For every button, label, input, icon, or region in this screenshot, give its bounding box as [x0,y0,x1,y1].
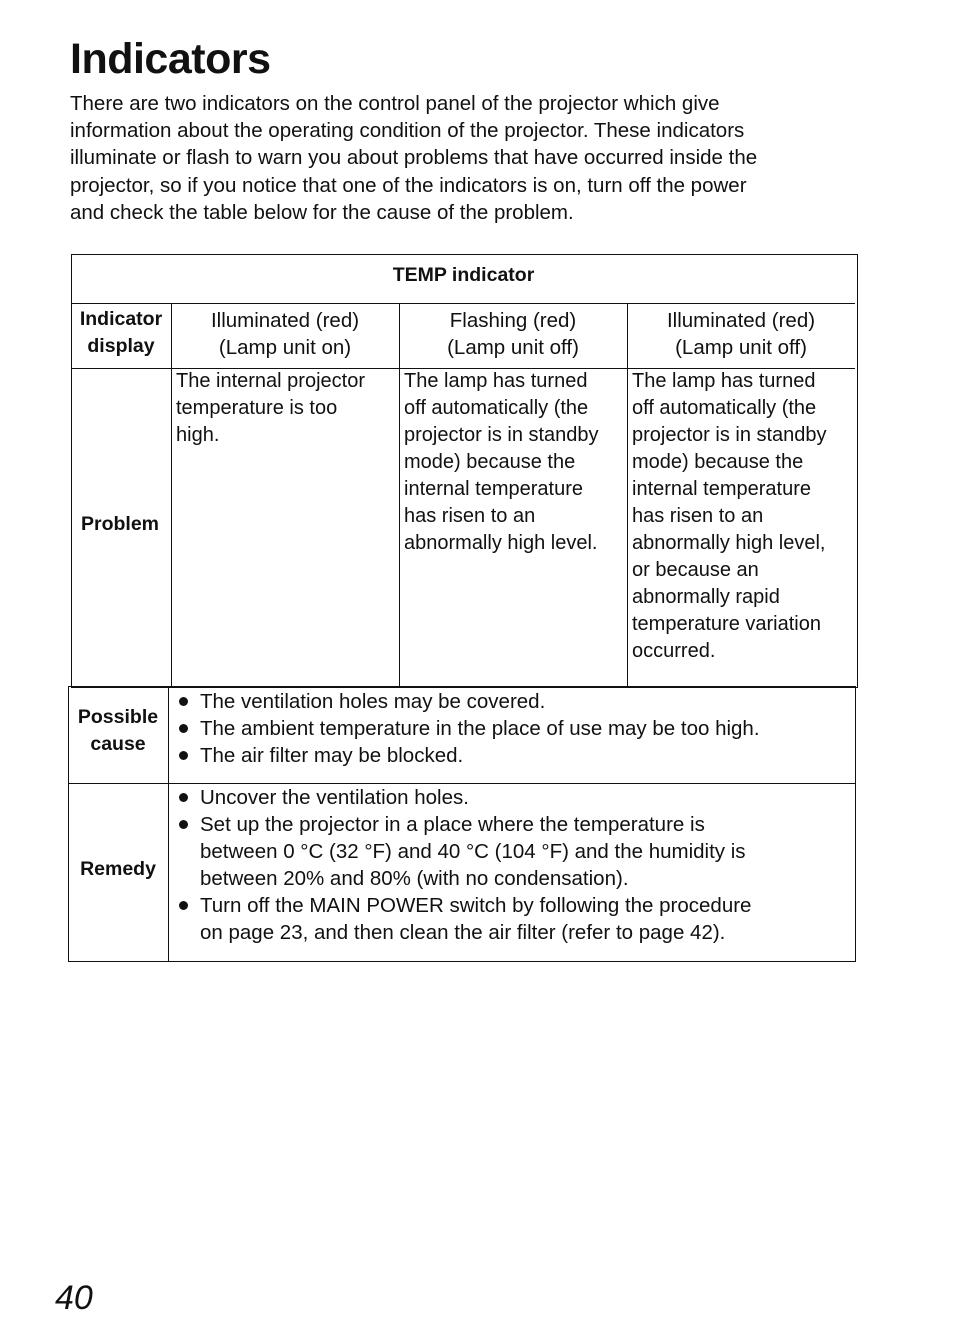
display-line: Illuminated (red) [210,309,360,332]
table-caption: TEMP indicator [392,264,535,286]
remedy-item: Turn off the MAIN POWER switch by following the procedure [175,892,751,919]
remedy-item-continuation: between 0 °C (32 °F) and 40 °C (104 °F) and the humidity is [200,840,746,863]
row-divider [68,686,855,687]
intro-line: There are two indicators on the control panel of the projector which give [70,92,720,115]
remedy-item-continuation: on page 23, and then clean the air filter (refer to page 42). [200,921,726,944]
row-header-indicator-display [71,306,171,360]
intro-line: illuminate or flash to warn you about problems that have occurred inside the [70,146,758,170]
row-header-problem: Problem [80,513,160,535]
page-number: 40 [55,1279,93,1317]
problem-line: The lamp has turned [404,370,588,392]
remedy-item: Set up the projector in a place where the temperature is [175,811,751,838]
problem-line: projector is in standby [404,424,599,446]
intro-line: projector, so if you notice that one of the indicators is on, turn off the power [70,173,747,197]
problem-line: The lamp has turned [632,370,816,392]
remedy-list [175,784,751,946]
problem-line: abnormally high level, [632,532,826,554]
display-line: Flashing (red) [449,309,577,332]
display-cell [627,307,855,361]
row-header-line: display [87,335,155,357]
cause-item: The ambient temperature in the place of use may be too high. [175,715,760,742]
row-header-remedy: Remedy [80,858,156,880]
problem-line: temperature is too [176,397,338,419]
problem-line: The internal projector [176,370,365,392]
remedy-item: Uncover the ventilation holes. [175,784,751,811]
display-cell [171,307,399,361]
problem-line: temperature variation [632,613,821,635]
problem-line: projector is in standby [632,424,827,446]
intro-line: information about the operating condition of the projector. These indicators [70,119,745,143]
cause-item: The ventilation holes may be covered. [175,688,760,715]
problem-cell [632,368,827,665]
problem-line: or because an [632,559,759,581]
page-title: Indicators [70,35,271,83]
display-line: Illuminated (red) [666,309,816,332]
problem-line: abnormally high level. [404,532,598,554]
display-line: (Lamp unit on) [218,336,352,359]
problem-line: off automatically (the [632,397,817,419]
problem-line: abnormally rapid [632,586,780,608]
problem-line: mode) because the [404,451,576,473]
problem-line: off automatically (the [404,397,589,419]
column-divider [168,686,169,961]
problem-line: high. [176,424,220,446]
intro-line: and check the table below for the cause of the problem. [70,200,574,224]
problem-line: has risen to an [404,505,536,527]
cause-item: The air filter may be blocked. [175,742,760,769]
problem-line: mode) because the [632,451,804,473]
remedy-item-continuation: between 20% and 80% (with no condensation). [200,867,629,890]
intro-paragraph [70,90,860,226]
problem-line: internal temperature [632,478,811,500]
row-header-line: cause [90,733,146,755]
display-line: (Lamp unit off) [447,336,579,359]
display-cell [399,307,627,361]
row-header-line: Possible [77,706,159,728]
row-divider [71,303,855,304]
problem-line: has risen to an [632,505,764,527]
row-header-line: Indicator [79,308,163,330]
problem-cell [404,368,599,557]
row-header-possible-cause [68,704,168,758]
problem-line: internal temperature [404,478,583,500]
display-line: (Lamp unit off) [675,336,807,359]
problem-cell [176,368,365,449]
problem-line: occurred. [632,640,716,662]
possible-cause-list [175,688,760,769]
